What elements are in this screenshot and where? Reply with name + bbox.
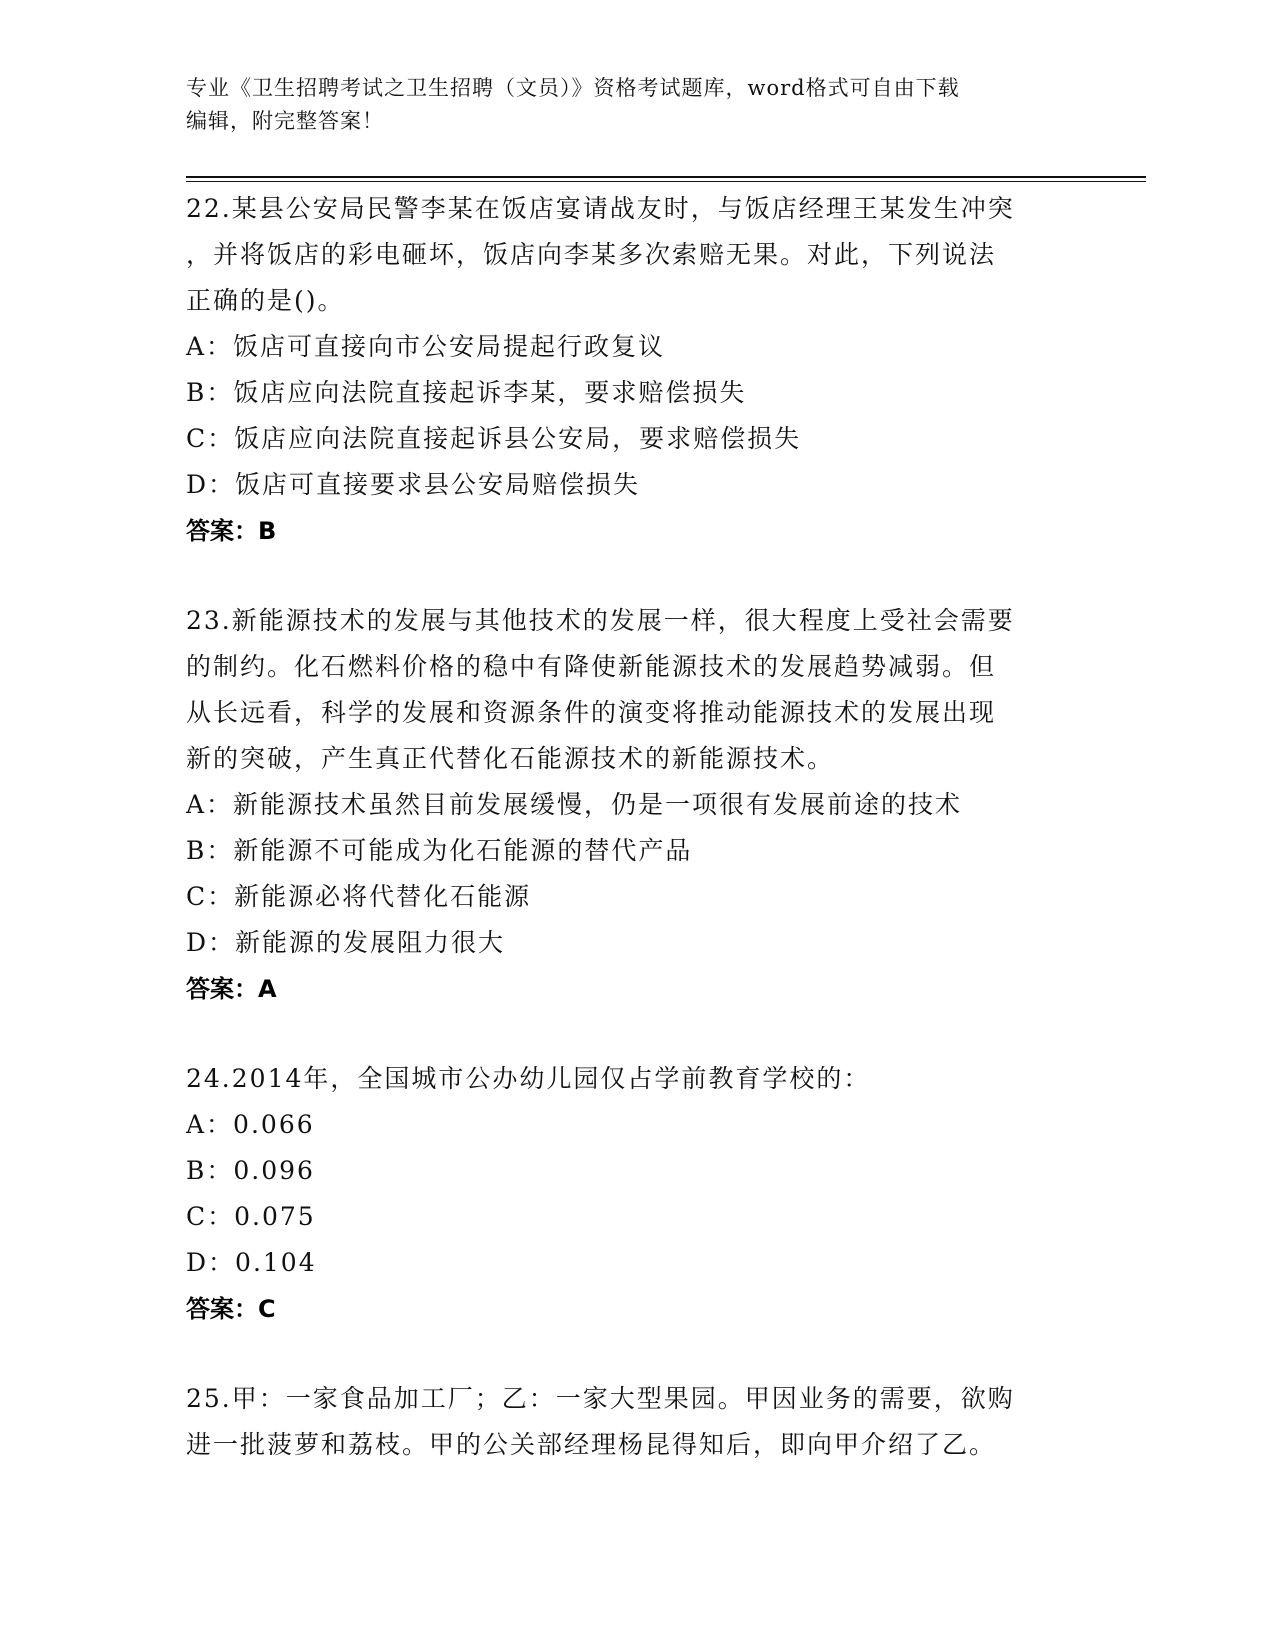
answer-label: 答案：A — [186, 975, 277, 1003]
option-c: C：饭店应向法院直接起诉县公安局，要求赔偿损失 — [186, 424, 802, 453]
question-23 — [186, 598, 1086, 1012]
question-25 — [186, 1376, 1086, 1468]
stem-line: 从长远看，科学的发展和资源条件的演变将推动能源技术的发展出现 — [186, 698, 997, 727]
stem-line: 进一批菠萝和荔枝。甲的公关部经理杨昆得知后，即向甲介绍了乙。 — [186, 1430, 997, 1459]
question-stem — [186, 598, 1086, 782]
option-b: B：0.096 — [186, 1156, 315, 1185]
stem-line: 新的突破，产生真正代替化石能源技术的新能源技术。 — [186, 744, 835, 773]
header-line-2: 编辑，附完整答案！ — [186, 109, 384, 133]
question-list — [186, 186, 1086, 1512]
answer-label: 答案：C — [186, 1295, 276, 1323]
question-24 — [186, 1056, 1086, 1332]
header-line-1: 专业《卫生招聘考试之卫生招聘（文员）》资格考试题库，word格式可自由下载 — [186, 76, 960, 100]
option-d: D：饭店可直接要求县公安局赔偿损失 — [186, 470, 641, 499]
stem-line: 25.甲：一家食品加工厂；乙：一家大型果园。甲因业务的需要，欲购 — [186, 1384, 1015, 1413]
header-divider-thin — [186, 181, 1146, 182]
stem-line: 24.2014年，全国城市公办幼儿园仅占学前教育学校的： — [186, 1064, 871, 1093]
header-divider-thick — [186, 176, 1146, 178]
option-d: D：0.104 — [186, 1248, 317, 1277]
stem-line: 正确的是()。 — [186, 286, 345, 315]
stem-line: 22.某县公安局民警李某在饭店宴请战友时，与饭店经理王某发生冲突 — [186, 194, 1015, 223]
option-b: B：新能源不可能成为化石能源的替代产品 — [186, 836, 693, 865]
option-d: D：新能源的发展阻力很大 — [186, 928, 506, 957]
option-a: A：饭店可直接向市公安局提起行政复议 — [186, 332, 666, 361]
option-c: C：新能源必将代替化石能源 — [186, 882, 532, 911]
option-b: B：饭店应向法院直接起诉李某，要求赔偿损失 — [186, 378, 747, 407]
option-c: C：0.075 — [186, 1202, 316, 1231]
option-a: A：新能源技术虽然目前发展缓慢，仍是一项很有发展前途的技术 — [186, 790, 963, 819]
option-a: A：0.066 — [186, 1110, 315, 1139]
question-stem — [186, 1056, 1086, 1102]
question-stem — [186, 1376, 1086, 1468]
stem-line: 的制约。化石燃料价格的稳中有降使新能源技术的发展趋势减弱。但 — [186, 652, 997, 681]
stem-line: 23.新能源技术的发展与其他技术的发展一样，很大程度上受社会需要 — [186, 606, 1015, 635]
question-stem — [186, 186, 1086, 324]
document-header — [186, 72, 1066, 138]
question-22 — [186, 186, 1086, 554]
answer-label: 答案：B — [186, 517, 277, 545]
stem-line: ，并将饭店的彩电砸坏，饭店向李某多次索赔无果。对此，下列说法 — [186, 240, 997, 269]
